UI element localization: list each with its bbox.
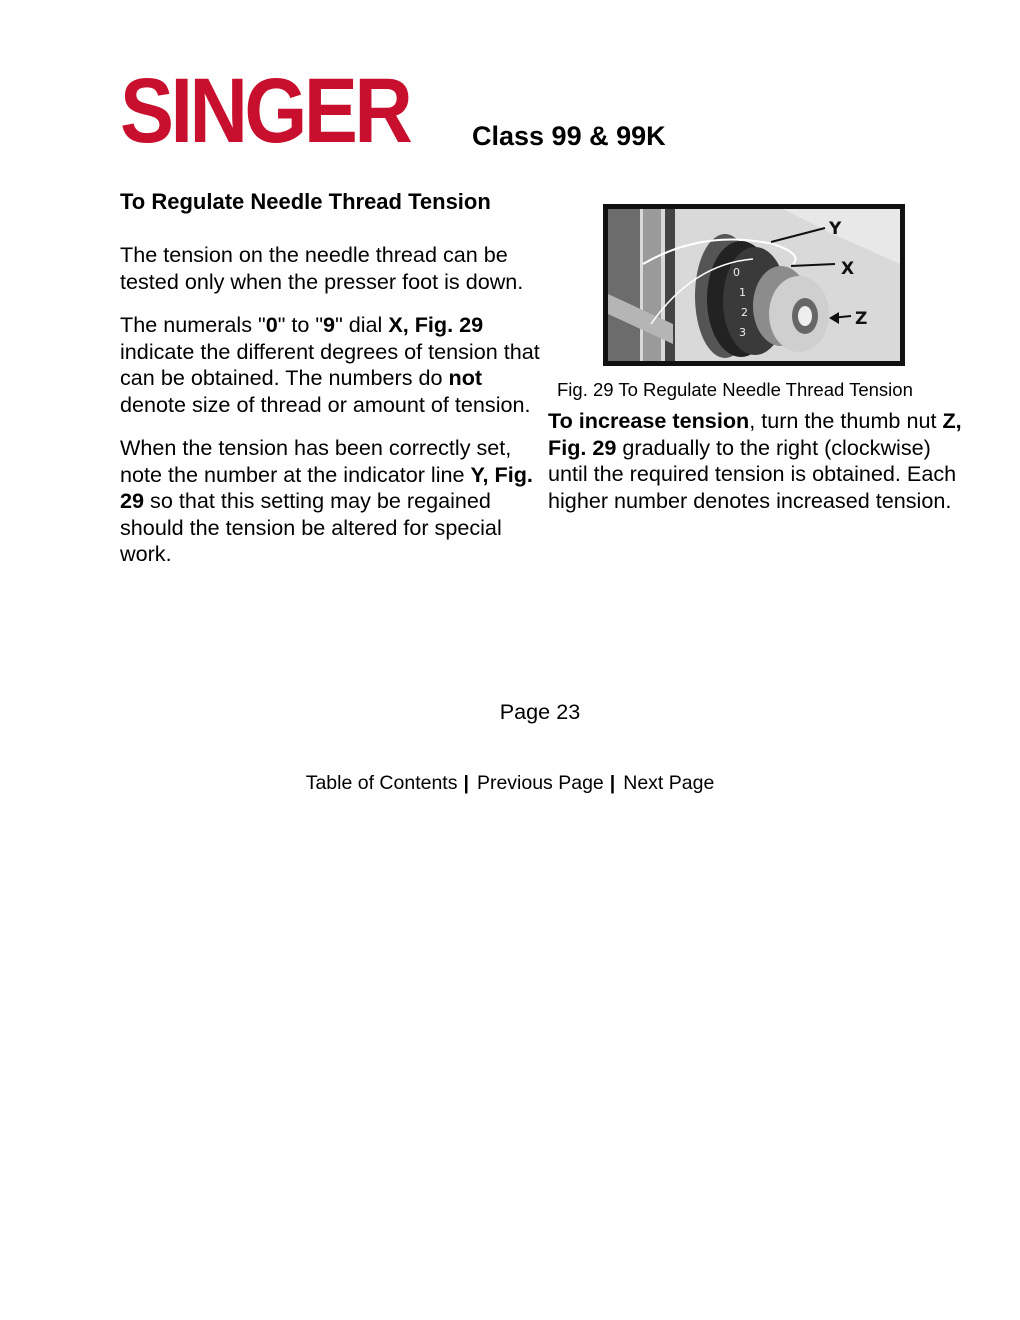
text: When the tension has been correctly set, note the number at the indicator line [120, 435, 512, 487]
singer-logo: SINGER [120, 60, 410, 162]
paragraph-increase-tension [548, 408, 968, 514]
svg-text:3: 3 [739, 326, 746, 339]
table-of-contents-link[interactable]: Table of Contents [305, 772, 458, 794]
paragraph-setting [120, 435, 540, 568]
section-heading: To Regulate Needle Thread Tension [120, 189, 491, 214]
bold-text: Y, Fig. 29 [120, 461, 533, 513]
right-column [548, 408, 968, 514]
bold-text: To increase tension [548, 408, 750, 433]
text: denote size of thread or amount of tension. [120, 391, 531, 417]
next-page-link[interactable]: Next Page [623, 772, 715, 794]
nav-separator: | [463, 772, 469, 794]
bold-text: X, Fig. 29 [388, 312, 484, 337]
nav-separator: | [609, 772, 616, 794]
svg-text:0: 0 [733, 266, 740, 279]
bold-text: not [448, 365, 483, 390]
previous-page-link[interactable]: Previous Page [476, 772, 604, 794]
text: The numerals " [120, 312, 266, 337]
svg-text:1: 1 [739, 286, 746, 299]
model-title: Class 99 & 99K [472, 121, 666, 151]
text: gradually to the right (clockwise) until the required tension is obtained. Each higher number denotes increased tension. [548, 434, 957, 513]
left-column [120, 242, 540, 568]
fig-label-z: Z [855, 309, 868, 329]
page-number: Page 23 [499, 699, 581, 724]
fig-label-y: Y [829, 219, 842, 239]
bold-text: 0 [265, 312, 278, 337]
page-navigation [0, 770, 1020, 796]
fig-29-tension-photo [603, 204, 905, 366]
text: " dial [335, 312, 389, 337]
bold-text: 9 [323, 312, 336, 337]
fig-label-x: X [841, 259, 855, 279]
text: , turn the thumb nut [749, 408, 943, 433]
text: so that this setting may be regained should the tension be altered for special work. [120, 488, 502, 566]
text: " to " [277, 312, 324, 337]
figure-caption: Fig. 29 To Regulate Needle Thread Tension [557, 379, 913, 400]
svg-text:2: 2 [741, 306, 748, 319]
text: indicate the different degrees of tension that can be obtained. The numbers do [120, 338, 540, 390]
paragraph-numerals [120, 312, 540, 418]
bold-text: Z, Fig. 29 [548, 408, 962, 460]
paragraph-pressure-foot: The tension on the needle thread can be tested only when the presser foot is down. [120, 242, 524, 294]
